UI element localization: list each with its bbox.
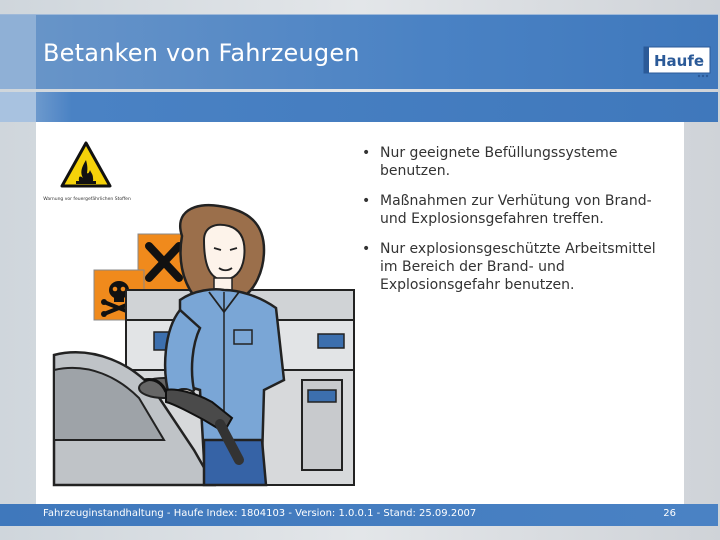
bullet-item: • Nur geeignete Befüllungssysteme benutzen. xyxy=(356,144,656,180)
footer-text: Fahrzeuginstandhaltung - Haufe Index: 1804103 - Version: 1.0.0.1 - Stand: 25.09.2007 xyxy=(43,508,477,519)
logo-text: Haufe xyxy=(653,52,705,70)
haufe-logo xyxy=(642,43,712,79)
title-bar xyxy=(0,14,718,89)
flammable-warning-icon xyxy=(62,143,110,186)
title-bar-accent xyxy=(0,15,36,89)
page-title: Betanken von Fahrzeugen xyxy=(43,39,360,67)
bullet-list xyxy=(356,144,656,306)
subheader-band xyxy=(0,92,718,122)
warning-sign-caption: Warnung vor feuergefährlichen Stoffen xyxy=(43,197,131,202)
bullet-item: • Maßnahmen zur Verhütung von Brand- und Explosionsgefahren treffen. xyxy=(356,192,656,228)
footer-bar xyxy=(0,504,718,526)
band-accent xyxy=(0,92,36,122)
page-number: 26 xyxy=(663,508,676,519)
bullet-item: • Nur explosionsgeschützte Arbeitsmittel im Bereich der Brand- und Explosionsgefahr benutzen. xyxy=(356,240,656,294)
content-area xyxy=(36,122,684,504)
refueling-illustration xyxy=(43,140,354,485)
